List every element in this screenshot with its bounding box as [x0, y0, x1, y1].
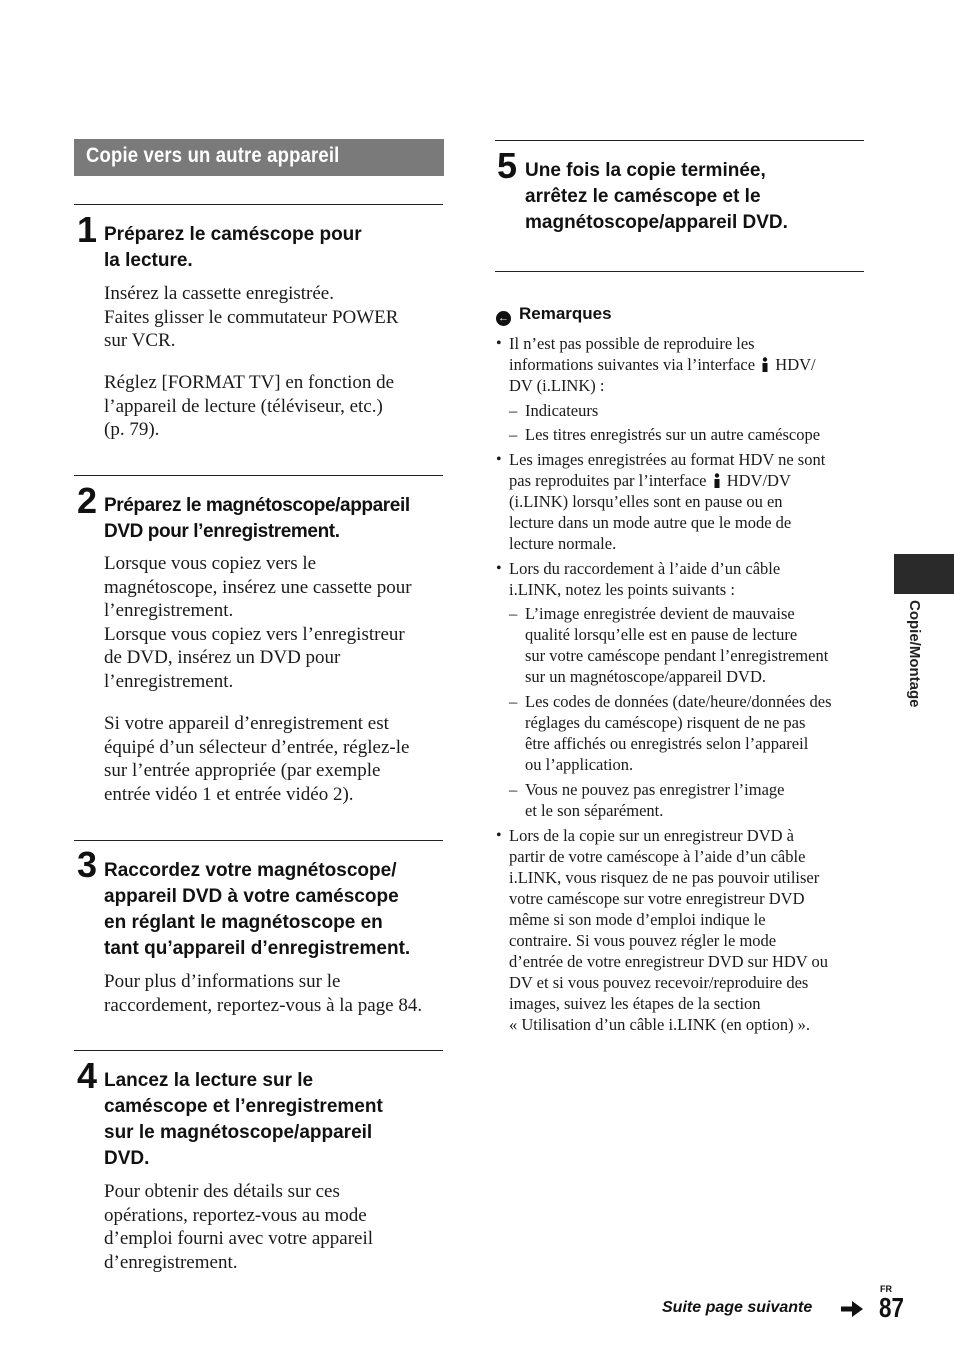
step-2-number: 2: [77, 480, 98, 521]
step-5-title: Une fois la copie terminée, arrêtez le caméscope et le magnétoscope/appareil DVD.: [525, 160, 788, 233]
language-code: FR: [880, 1284, 892, 1294]
step-1-number: 1: [77, 209, 98, 250]
chapter-label: Copie/Montage: [906, 600, 923, 708]
step-5-divider: [495, 140, 864, 141]
step-3-number: 3: [77, 844, 98, 885]
page-number: 87: [879, 1292, 904, 1323]
continued-label: Suite page suivante: [662, 1299, 813, 1316]
note-3-sub-2-dash: –: [509, 692, 518, 711]
step-1-paragraph-1: Insérez la cassette enregistrée. Faites glisser le commutateur POWER sur VCR.: [104, 283, 399, 351]
step-2-divider: [74, 475, 443, 476]
step-4-paragraph-1: Pour obtenir des détails sur ces opérations, reportez-vous au mode d’emploi fourni avec votre appareil d’enregistrement.: [104, 1181, 374, 1273]
note-3-sub-1: L’image enregistrée devient de mauvaise qualité lorsqu’elle est en pause de lecture sur votre caméscope pendant l’enregistrement sur un magnétoscope/appareil DVD.: [525, 604, 829, 686]
note-1-sub-2-dash: –: [509, 425, 518, 444]
step-3-paragraph-1: Pour plus d’informations sur le raccordement, reportez-vous à la page 84.: [104, 971, 423, 1016]
step-2-paragraph-1: Lorsque vous copiez vers le magnétoscope, insérez une cassette pour l’enregistrement. Lorsque vous copiez vers l’enregistreur de DVD, insérez un DVD pour l’enregistrement.: [104, 553, 412, 692]
arrow-right-icon: [841, 1301, 863, 1317]
note-1-sub-1-dash: –: [509, 401, 518, 420]
step-4-number: 4: [77, 1055, 98, 1096]
notes-heading: ← Remarques: [498, 304, 612, 324]
note-3-sub-1-dash: –: [509, 604, 518, 623]
note-3: Lors du raccordement à l’aide d’un câble i.LINK, notez les points suivants :: [509, 559, 781, 599]
note-1-sub-1: Indicateurs: [525, 401, 599, 420]
note-1-sub-2: Les titres enregistrés sur un autre caméscope: [525, 425, 821, 444]
note-2-bullet: •: [496, 451, 502, 468]
note-3-bullet: •: [496, 560, 502, 577]
step-1-divider: [74, 204, 443, 205]
step-1-paragraph-2: Réglez [FORMAT TV] en fonction de l’appareil de lecture (téléviseur, etc.) (p. 79).: [104, 372, 395, 440]
step-3-title: Raccordez votre magnétoscope/ appareil DVD à votre caméscope en réglant le magnétoscope en tant qu’appareil d’enregistrement.: [104, 860, 411, 959]
step-3-divider: [74, 840, 443, 841]
note-1-bullet: •: [496, 335, 502, 352]
step-1-title: Préparez le caméscope pour la lecture.: [104, 224, 362, 271]
step-2-paragraph-2: Si votre appareil d’enregistrement est équipé d’un sélecteur d’entrée, réglez-le sur l’entrée appropriée (par exemple entrée vidéo 1 et entrée vidéo 2).: [104, 713, 410, 805]
note-4: Lors de la copie sur un enregistreur DVD à partir de votre caméscope à l’aide d’un câble i.LINK, vous risquez de ne pas pouvoir utiliser votre caméscope sur votre enregistreur DVD même si son mode d’emploi indique le contraire. Si vous pouvez régler le mode d’entrée de votre enregistreur DVD sur HDV ou DV et si vous pouvez recevoir/reproduire des images, suivez les étapes de la section « Utilisation d’un câble i.LINK (en option) ».: [509, 826, 829, 1034]
step-4-title: Lancez la lecture sur le caméscope et l’enregistrement sur le magnétoscope/appareil DVD.: [104, 1070, 383, 1169]
note-1: Il n’est pas possible de reproduire les informations suivantes via l’interface HDV/ DV (i.LINK) :: [509, 334, 816, 395]
note-3-sub-2: Les codes de données (date/heure/données des réglages du caméscope) risquent de ne pas être affichés ou enregistrés selon l’appareil ou l’application.: [525, 692, 832, 774]
step-5-number: 5: [497, 145, 518, 186]
note-4-bullet: •: [496, 827, 502, 844]
notes-icon: ←: [498, 312, 509, 324]
section-header: [74, 139, 444, 176]
chapter-tab: [894, 554, 954, 594]
ilink-icon: [761, 357, 769, 373]
ilink-icon: [713, 473, 721, 489]
note-3-sub-3-dash: –: [509, 780, 518, 799]
step-5-end-divider: [495, 271, 864, 272]
step-2-title: Préparez le magnétoscope/appareil DVD pour l’enregistrement.: [104, 495, 410, 542]
step-4-divider: [74, 1050, 443, 1051]
note-3-sub-3: Vous ne pouvez pas enregistrer l’image et le son séparément.: [525, 780, 785, 820]
note-2: Les images enregistrées au format HDV ne sont pas reproduites par l’interface HDV/DV (i.LINK) lorsqu’elles sont en pause ou en lecture dans un mode autre que le mode de lecture normale.: [509, 450, 826, 553]
section-title: Copie vers un autre appareil: [86, 144, 340, 167]
